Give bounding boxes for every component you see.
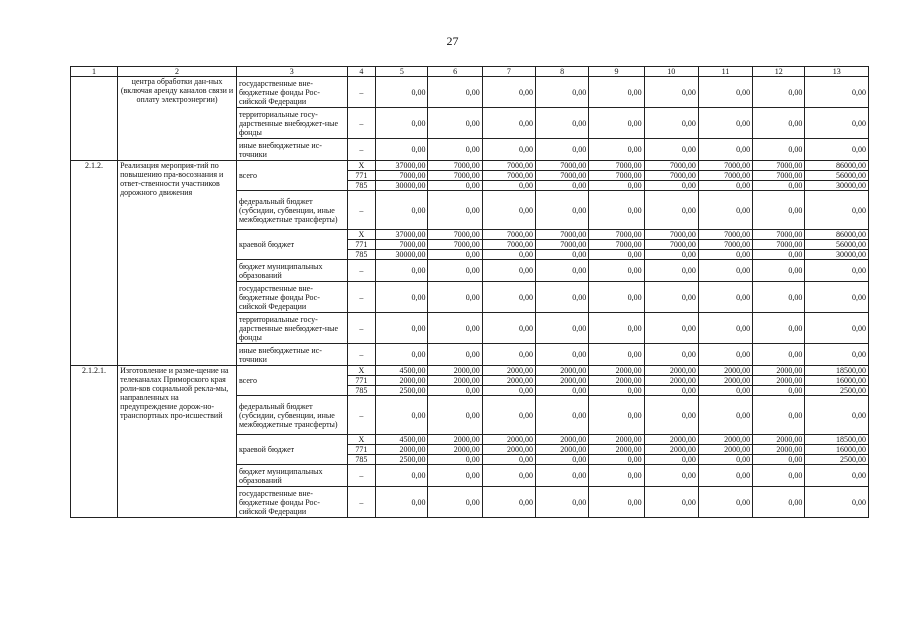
value-cell: 2000,00 (644, 376, 698, 386)
value-cell: 2000,00 (589, 366, 644, 376)
funding-source: государственные вне-бюджетные фонды Рос-сийской Федерации (236, 282, 347, 313)
value-cell: 0,00 (428, 260, 482, 282)
budget-code: 785 (347, 455, 376, 465)
value-cell: 0,00 (482, 77, 535, 108)
value-cell: 86000,00 (805, 230, 869, 240)
budget-table (70, 66, 869, 518)
budget-code: 771 (347, 445, 376, 455)
column-number: 13 (805, 67, 869, 77)
value-cell: 0,00 (589, 282, 644, 313)
value-cell: 0,00 (589, 181, 644, 191)
budget-code: 771 (347, 240, 376, 250)
value-cell: 0,00 (376, 465, 428, 487)
row-number: 2.1.2. (71, 161, 118, 366)
funding-source: бюджет муниципальных образований (236, 260, 347, 282)
value-cell: 30000,00 (376, 181, 428, 191)
value-cell: 0,00 (428, 77, 482, 108)
value-cell: 2500,00 (805, 455, 869, 465)
value-cell: 0,00 (644, 487, 698, 518)
value-cell: 7000,00 (482, 240, 535, 250)
value-cell: 0,00 (698, 191, 752, 230)
value-cell: 0,00 (753, 181, 805, 191)
value-cell: 0,00 (482, 396, 535, 435)
value-cell: 7000,00 (589, 230, 644, 240)
value-cell: 7000,00 (428, 240, 482, 250)
value-cell: 0,00 (644, 108, 698, 139)
value-cell: 2000,00 (698, 366, 752, 376)
value-cell: 0,00 (805, 487, 869, 518)
value-cell: 0,00 (805, 77, 869, 108)
value-cell: 7000,00 (698, 230, 752, 240)
value-cell: 18500,00 (805, 435, 869, 445)
value-cell: 56000,00 (805, 240, 869, 250)
value-cell: 2500,00 (805, 386, 869, 396)
value-cell: 0,00 (482, 191, 535, 230)
column-number: 6 (428, 67, 482, 77)
column-number: 3 (236, 67, 347, 77)
budget-code: X (347, 366, 376, 376)
value-cell: 2000,00 (536, 445, 589, 455)
value-cell: 56000,00 (805, 171, 869, 181)
column-number: 11 (698, 67, 752, 77)
value-cell: 0,00 (698, 487, 752, 518)
value-cell: 0,00 (376, 77, 428, 108)
value-cell: 2000,00 (482, 366, 535, 376)
budget-code: – (347, 260, 376, 282)
value-cell: 0,00 (428, 250, 482, 260)
value-cell: 0,00 (376, 313, 428, 344)
value-cell: 0,00 (428, 139, 482, 161)
value-cell: 7000,00 (428, 230, 482, 240)
budget-code: X (347, 161, 376, 171)
value-cell: 0,00 (428, 487, 482, 518)
value-cell: 0,00 (482, 344, 535, 366)
value-cell: 7000,00 (644, 240, 698, 250)
value-cell: 7000,00 (753, 171, 805, 181)
value-cell: 0,00 (536, 282, 589, 313)
value-cell: 0,00 (428, 455, 482, 465)
value-cell: 2000,00 (428, 445, 482, 455)
value-cell: 16000,00 (805, 376, 869, 386)
value-cell: 0,00 (753, 250, 805, 260)
value-cell: 7000,00 (482, 171, 535, 181)
value-cell: 18500,00 (805, 366, 869, 376)
budget-code: – (347, 487, 376, 518)
value-cell: 2000,00 (698, 376, 752, 386)
value-cell: 0,00 (428, 181, 482, 191)
value-cell: 7000,00 (428, 161, 482, 171)
value-cell: 2000,00 (376, 445, 428, 455)
value-cell: 0,00 (376, 139, 428, 161)
value-cell: 2000,00 (482, 445, 535, 455)
value-cell: 7000,00 (536, 171, 589, 181)
funding-source: краевой бюджет (236, 435, 347, 465)
value-cell: 0,00 (536, 250, 589, 260)
value-cell: 7000,00 (644, 230, 698, 240)
value-cell: 0,00 (589, 108, 644, 139)
value-cell: 0,00 (644, 139, 698, 161)
value-cell: 37000,00 (376, 161, 428, 171)
value-cell: 0,00 (376, 344, 428, 366)
value-cell: 0,00 (589, 191, 644, 230)
value-cell: 0,00 (536, 396, 589, 435)
value-cell: 0,00 (589, 465, 644, 487)
value-cell: 7000,00 (698, 171, 752, 181)
budget-code: – (347, 313, 376, 344)
value-cell: 7000,00 (753, 230, 805, 240)
table-row (71, 77, 869, 108)
value-cell: 2000,00 (644, 366, 698, 376)
value-cell: 2500,00 (376, 455, 428, 465)
value-cell: 0,00 (698, 344, 752, 366)
value-cell: 0,00 (805, 313, 869, 344)
value-cell: 0,00 (589, 455, 644, 465)
column-number: 4 (347, 67, 376, 77)
value-cell: 7000,00 (698, 240, 752, 250)
activity-description: Изготовление и разме-щение на телеканалах Приморского края роли-ков социальной рекла-мы, направленных на предупреждение дорож-но-транспортных про-исшествий (118, 366, 237, 518)
value-cell: 86000,00 (805, 161, 869, 171)
value-cell: 0,00 (428, 282, 482, 313)
value-cell: 0,00 (376, 108, 428, 139)
value-cell: 2000,00 (753, 445, 805, 455)
value-cell: 0,00 (644, 191, 698, 230)
value-cell: 0,00 (644, 386, 698, 396)
column-number: 10 (644, 67, 698, 77)
budget-code: 771 (347, 376, 376, 386)
value-cell: 0,00 (482, 250, 535, 260)
activity-description: Реализация мероприя-тий по повышению пра-восознания и ответ-ственности участников дорожного движения (118, 161, 237, 366)
value-cell: 0,00 (644, 344, 698, 366)
budget-code: X (347, 435, 376, 445)
funding-source: федеральный бюджет (субсидии, субвенции, иные межбюджетные трансферты) (236, 191, 347, 230)
value-cell: 30000,00 (376, 250, 428, 260)
value-cell: 2000,00 (536, 376, 589, 386)
column-number: 12 (753, 67, 805, 77)
budget-code: 785 (347, 386, 376, 396)
value-cell: 0,00 (644, 455, 698, 465)
value-cell: 2000,00 (482, 376, 535, 386)
funding-source: бюджет муниципальных образований (236, 465, 347, 487)
value-cell: 0,00 (753, 260, 805, 282)
value-cell: 0,00 (753, 108, 805, 139)
value-cell: 0,00 (753, 396, 805, 435)
value-cell: 0,00 (376, 282, 428, 313)
value-cell: 0,00 (644, 181, 698, 191)
value-cell: 2000,00 (428, 376, 482, 386)
value-cell: 0,00 (589, 344, 644, 366)
value-cell: 0,00 (644, 250, 698, 260)
value-cell: 2500,00 (376, 386, 428, 396)
value-cell: 7000,00 (482, 230, 535, 240)
page-number: 27 (446, 34, 459, 48)
value-cell: 2000,00 (536, 366, 589, 376)
column-number: 9 (589, 67, 644, 77)
value-cell: 7000,00 (753, 161, 805, 171)
value-cell: 2000,00 (589, 376, 644, 386)
budget-code: 785 (347, 181, 376, 191)
value-cell: 0,00 (753, 455, 805, 465)
value-cell: 0,00 (536, 139, 589, 161)
value-cell: 2000,00 (428, 435, 482, 445)
value-cell: 0,00 (698, 313, 752, 344)
funding-source: государственные вне-бюджетные фонды Рос-сийской Федерации (236, 77, 347, 108)
value-cell: 2000,00 (376, 376, 428, 386)
value-cell: 0,00 (482, 455, 535, 465)
value-cell: 0,00 (536, 108, 589, 139)
value-cell: 2000,00 (698, 445, 752, 455)
value-cell: 2000,00 (589, 445, 644, 455)
budget-code: – (347, 282, 376, 313)
value-cell: 0,00 (698, 139, 752, 161)
value-cell: 0,00 (805, 282, 869, 313)
value-cell: 0,00 (536, 487, 589, 518)
value-cell: 2000,00 (644, 435, 698, 445)
value-cell: 0,00 (698, 455, 752, 465)
column-number: 2 (118, 67, 237, 77)
value-cell: 0,00 (805, 344, 869, 366)
table-row (71, 366, 869, 376)
value-cell: 0,00 (644, 396, 698, 435)
value-cell: 0,00 (644, 313, 698, 344)
value-cell: 0,00 (482, 487, 535, 518)
funding-source: территориальные госу-дарственные внебюджет-ные фонды (236, 108, 347, 139)
value-cell: 0,00 (536, 260, 589, 282)
value-cell: 0,00 (536, 344, 589, 366)
value-cell: 0,00 (753, 313, 805, 344)
column-number: 8 (536, 67, 589, 77)
budget-code: 785 (347, 250, 376, 260)
value-cell: 0,00 (428, 386, 482, 396)
value-cell: 0,00 (428, 396, 482, 435)
value-cell: 0,00 (753, 344, 805, 366)
row-number: 2.1.2.1. (71, 366, 118, 518)
value-cell: 4500,00 (376, 366, 428, 376)
value-cell: 2000,00 (753, 366, 805, 376)
funding-source: территориальные госу-дарственные внебюджет-ные фонды (236, 313, 347, 344)
funding-source: иные внебюджетные ис-точники (236, 139, 347, 161)
value-cell: 7000,00 (536, 161, 589, 171)
value-cell: 0,00 (482, 181, 535, 191)
value-cell: 0,00 (589, 487, 644, 518)
budget-code: X (347, 230, 376, 240)
value-cell: 0,00 (589, 313, 644, 344)
value-cell: 2000,00 (753, 435, 805, 445)
value-cell: 0,00 (698, 250, 752, 260)
value-cell: 0,00 (698, 386, 752, 396)
value-cell: 0,00 (753, 77, 805, 108)
value-cell: 7000,00 (589, 240, 644, 250)
budget-code: – (347, 396, 376, 435)
value-cell: 7000,00 (589, 171, 644, 181)
value-cell: 16000,00 (805, 445, 869, 455)
row-number (71, 77, 118, 161)
value-cell: 0,00 (376, 260, 428, 282)
value-cell: 0,00 (428, 108, 482, 139)
value-cell: 0,00 (589, 396, 644, 435)
value-cell: 0,00 (805, 260, 869, 282)
value-cell: 0,00 (482, 282, 535, 313)
value-cell: 0,00 (644, 465, 698, 487)
value-cell: 0,00 (536, 77, 589, 108)
funding-source: иные внебюджетные ис-точники (236, 344, 347, 366)
value-cell: 0,00 (536, 191, 589, 230)
value-cell: 0,00 (428, 313, 482, 344)
budget-code: 771 (347, 171, 376, 181)
value-cell: 7000,00 (376, 171, 428, 181)
value-cell: 0,00 (376, 191, 428, 230)
value-cell: 7000,00 (644, 171, 698, 181)
value-cell: 0,00 (589, 250, 644, 260)
value-cell: 0,00 (753, 139, 805, 161)
column-number: 5 (376, 67, 428, 77)
value-cell: 0,00 (428, 344, 482, 366)
value-cell: 4500,00 (376, 435, 428, 445)
value-cell: 2000,00 (644, 445, 698, 455)
value-cell: 0,00 (428, 191, 482, 230)
value-cell: 7000,00 (589, 161, 644, 171)
value-cell: 0,00 (753, 487, 805, 518)
budget-code: – (347, 465, 376, 487)
value-cell: 0,00 (644, 77, 698, 108)
value-cell: 0,00 (753, 465, 805, 487)
value-cell: 7000,00 (753, 240, 805, 250)
value-cell: 0,00 (698, 77, 752, 108)
budget-code: – (347, 77, 376, 108)
value-cell: 2000,00 (482, 435, 535, 445)
value-cell: 0,00 (428, 465, 482, 487)
value-cell: 0,00 (753, 191, 805, 230)
funding-source: всего (236, 366, 347, 396)
budget-code: – (347, 139, 376, 161)
value-cell: 2000,00 (536, 435, 589, 445)
value-cell: 30000,00 (805, 181, 869, 191)
value-cell: 0,00 (589, 139, 644, 161)
header-row (71, 67, 869, 77)
funding-source: всего (236, 161, 347, 191)
value-cell: 0,00 (698, 108, 752, 139)
value-cell: 2000,00 (753, 376, 805, 386)
value-cell: 0,00 (482, 108, 535, 139)
budget-code: – (347, 191, 376, 230)
value-cell: 0,00 (482, 313, 535, 344)
value-cell: 7000,00 (428, 171, 482, 181)
value-cell: 0,00 (536, 465, 589, 487)
value-cell: 0,00 (589, 77, 644, 108)
value-cell: 0,00 (698, 396, 752, 435)
value-cell: 0,00 (589, 260, 644, 282)
funding-source: федеральный бюджет (субсидии, субвенции, иные межбюджетные трансферты) (236, 396, 347, 435)
activity-description: центра обработки дан-ных (включая аренду каналов связи и оплату электроэнергии) (118, 77, 237, 161)
column-number: 1 (71, 67, 118, 77)
value-cell: 7000,00 (536, 240, 589, 250)
value-cell: 2000,00 (698, 435, 752, 445)
value-cell: 0,00 (536, 455, 589, 465)
column-number: 7 (482, 67, 535, 77)
table-row (71, 161, 869, 171)
budget-code: – (347, 108, 376, 139)
value-cell: 0,00 (644, 260, 698, 282)
funding-source: государственные вне-бюджетные фонды Рос-сийской Федерации (236, 487, 347, 518)
value-cell: 0,00 (482, 465, 535, 487)
value-cell: 0,00 (698, 465, 752, 487)
value-cell: 0,00 (805, 396, 869, 435)
value-cell: 0,00 (805, 139, 869, 161)
value-cell: 30000,00 (805, 250, 869, 260)
value-cell: 0,00 (536, 313, 589, 344)
value-cell: 7000,00 (536, 230, 589, 240)
value-cell: 0,00 (536, 386, 589, 396)
value-cell: 37000,00 (376, 230, 428, 240)
value-cell: 0,00 (698, 282, 752, 313)
value-cell: 0,00 (536, 181, 589, 191)
value-cell: 0,00 (482, 386, 535, 396)
value-cell: 7000,00 (698, 161, 752, 171)
value-cell: 0,00 (753, 386, 805, 396)
value-cell: 0,00 (805, 108, 869, 139)
value-cell: 0,00 (376, 487, 428, 518)
value-cell: 2000,00 (589, 435, 644, 445)
value-cell: 0,00 (753, 282, 805, 313)
value-cell: 0,00 (376, 396, 428, 435)
value-cell: 0,00 (805, 465, 869, 487)
value-cell: 2000,00 (428, 366, 482, 376)
value-cell: 7000,00 (644, 161, 698, 171)
value-cell: 0,00 (482, 260, 535, 282)
budget-code: – (347, 344, 376, 366)
value-cell: 7000,00 (376, 240, 428, 250)
value-cell: 0,00 (698, 181, 752, 191)
value-cell: 0,00 (482, 139, 535, 161)
funding-source: краевой бюджет (236, 230, 347, 260)
value-cell: 0,00 (644, 282, 698, 313)
value-cell: 0,00 (698, 260, 752, 282)
value-cell: 0,00 (589, 386, 644, 396)
value-cell: 7000,00 (482, 161, 535, 171)
value-cell: 0,00 (805, 191, 869, 230)
